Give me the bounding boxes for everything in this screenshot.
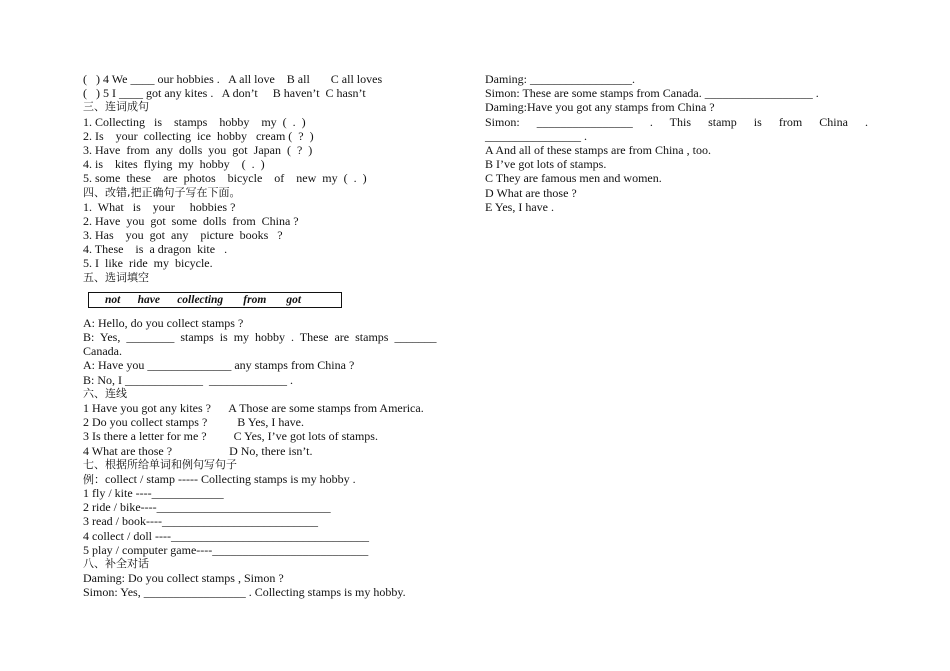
option-c: C They are famous men and women. <box>485 171 662 186</box>
dialog-line-1: Daming: _________________. <box>485 72 635 86</box>
s7-item-2: 2 ride / bike----_____________________________ <box>83 500 331 515</box>
s3-item-5: 5. some these are photos bicycle of new my ( . ) <box>83 171 367 186</box>
question-4: ( ) 4 We ____ our hobbies . A all love B all C all loves <box>83 72 383 86</box>
s7-item-1: 1 fly / kite ----____________ <box>83 486 224 501</box>
s5-line-3: Canada. <box>83 344 122 359</box>
s4-item-4: 4. These is a dragon kite . <box>83 242 228 257</box>
dialog-line-5: ________________ . <box>485 128 587 143</box>
s7-item-3: 3 read / book----__________________________ <box>83 514 318 529</box>
jw-2: ________________ <box>536 114 633 129</box>
option-a: A And all of these stamps are from China , too. <box>485 142 711 157</box>
section-4-heading: 四、改错,把正确句子写在下面。 <box>83 185 241 199</box>
jw-8: China <box>819 114 848 129</box>
s6-item-4: 4 What are those ? D No, there isn’t. <box>83 443 313 458</box>
s7-example <box>83 472 468 486</box>
jw-9: . <box>865 114 868 129</box>
section-8-heading: 八、补全对话 <box>83 557 149 570</box>
s8-line-2: Simon: Yes, _________________ . Collecting stamps is my hobby. <box>83 585 406 600</box>
section-6-heading: 六、连线 <box>83 386 127 400</box>
jw-3: . <box>649 114 653 129</box>
s5-line-2: B: Yes, ________ stamps is my hobby . These are stamps _______ <box>83 330 437 344</box>
right-column <box>485 72 868 214</box>
s6-item-3: 3 Is there a letter for me ? C Yes, I’ve got lots of stamps. <box>83 429 378 444</box>
s6-item-1: 1 Have you got any kites ? A Those are some stamps from America. <box>83 400 424 415</box>
s8-line-1: Daming: Do you collect stamps , Simon ? <box>83 571 284 586</box>
option-e: E Yes, I have . <box>485 199 554 214</box>
word-box: not have collecting from got <box>88 292 342 308</box>
option-b: B I’ve got lots of stamps. <box>485 157 607 172</box>
dialog-line-3: Daming:Have you got any stamps from China ? <box>485 100 715 115</box>
s5-line-4: A: Have you ______________ any stamps from China ? <box>83 358 355 373</box>
s4-item-2: 2. Have you got some dolls from China ? <box>83 213 299 228</box>
left-column <box>83 72 468 600</box>
s5-line-1: A: Hello, do you collect stamps ? <box>83 315 244 330</box>
s3-item-2: 2. Is your collecting ice hobby cream ( ? ) <box>83 128 314 143</box>
jw-5: stamp <box>708 114 737 129</box>
s7-item-4: 4 collect / doll ----_________________________________ <box>83 528 369 543</box>
option-d: D What are those ? <box>485 185 577 200</box>
s4-item-5: 5. I like ride my bicycle. <box>83 256 213 271</box>
s3-item-1: 1. Collecting is stamps hobby my ( . ) <box>83 114 306 129</box>
s7-example-text: collect / stamp ----- Collecting stamps is my hobby . <box>105 471 356 486</box>
s7-example-prefix: 例： <box>83 472 105 486</box>
jw-6: is <box>753 114 762 129</box>
s7-item-5: 5 play / computer game----__________________________ <box>83 542 369 557</box>
s4-item-1: 1. What is your hobbies ? <box>83 199 236 214</box>
question-5: ( ) 5 I ____ got any kites . A don’t B haven’t C hasn’t <box>83 86 366 101</box>
section-5-heading: 五、选词填空 <box>83 270 149 284</box>
jw-1: Simon: <box>485 114 520 129</box>
s6-item-2: 2 Do you collect stamps ? B Yes, I have. <box>83 415 304 430</box>
s5-line-5: B: No, I _____________ _____________ . <box>83 372 293 387</box>
section-7-heading: 七、根据所给单词和例句写句子 <box>83 457 237 471</box>
dialog-line-2: Simon: These are some stamps from Canada. __________________ . <box>485 86 819 101</box>
dialog-line-4 <box>485 115 868 129</box>
jw-4: This <box>669 114 691 129</box>
section-3-heading: 三、连词成句 <box>83 100 149 114</box>
s3-item-4: 4. is kites flying my hobby ( . ) <box>83 157 265 172</box>
jw-7: from <box>778 114 803 129</box>
s3-item-3: 3. Have from any dolls you got Japan ( ? ) <box>83 142 313 157</box>
s4-item-3: 3. Has you got any picture books ? <box>83 228 283 243</box>
